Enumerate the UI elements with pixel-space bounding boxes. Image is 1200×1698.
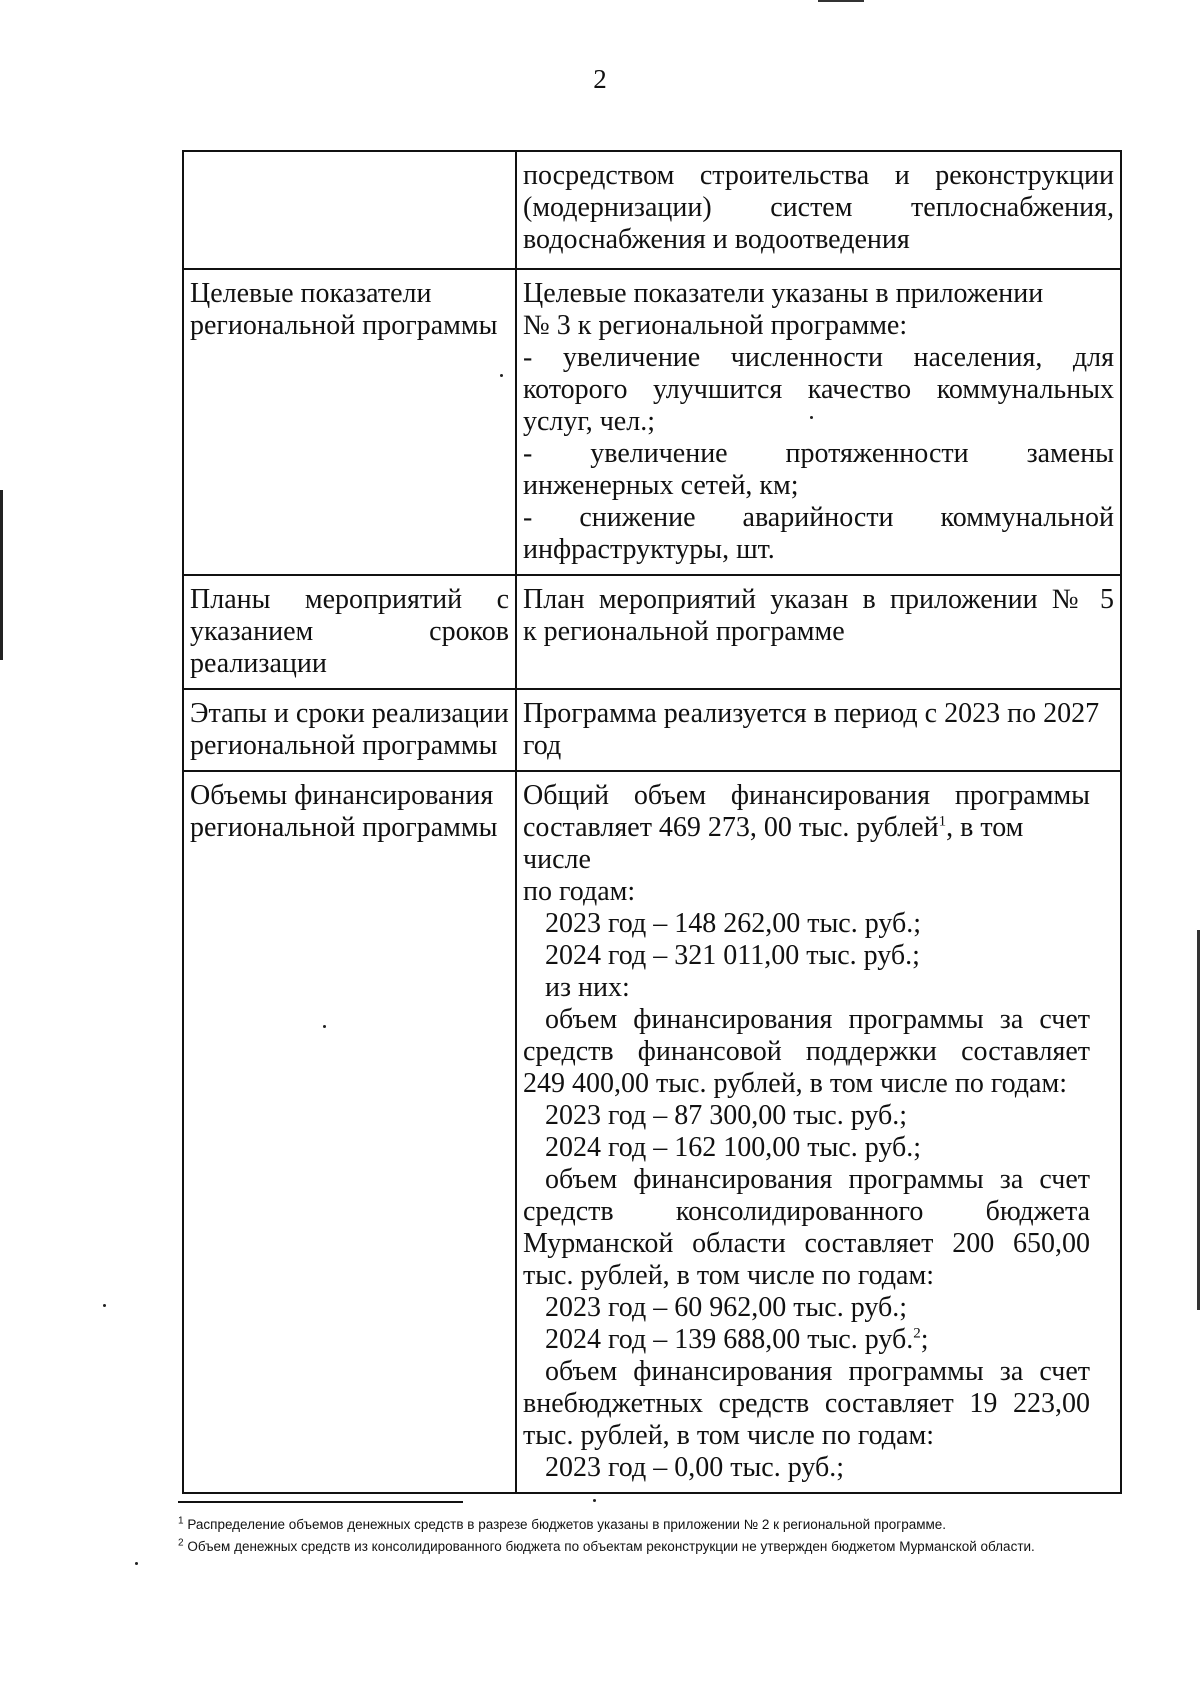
footnote-mark: 2	[178, 1537, 184, 1549]
scan-speck	[103, 1304, 106, 1307]
label-line: региональной программы	[190, 730, 498, 761]
year-amount: 2024 год – 321 011,00 тыс. руб.;	[545, 940, 920, 971]
text-line: внебюджетных средств составляет 19 223,00	[523, 1388, 1090, 1419]
label-line: реализации	[190, 648, 327, 679]
footnote	[178, 1538, 1078, 1556]
text-line: (модернизации) систем теплоснабжения,	[523, 192, 1114, 223]
text-line: Программа реализуется в период с 2023 по 2027	[523, 698, 1100, 729]
year-amount: 2023 год – 0,00 тыс. руб.;	[545, 1452, 844, 1483]
text-line: водоснабжения и водоотведения	[523, 224, 910, 255]
table-row	[183, 771, 1121, 1493]
text-line: объем финансирования программы за счет	[545, 1356, 1090, 1387]
scan-top-mark	[818, 0, 864, 2]
text-line: инфраструктуры, шт.	[523, 534, 775, 565]
text-line: по годам:	[523, 876, 636, 907]
footnote-text: Распределение объемов денежных средств в разрезе бюджетов указаны в приложении № 2 к региональной программе.	[187, 1517, 947, 1532]
footnote-mark: 1	[178, 1515, 184, 1527]
year-amount: 2023 год – 87 300,00 тыс. руб.;	[545, 1100, 907, 1131]
scan-speck	[135, 1562, 138, 1565]
total-amount-text-tail: , в том числе	[523, 812, 1024, 875]
page-number: 2	[593, 64, 607, 94]
row-label	[183, 771, 516, 1493]
row-label	[183, 689, 516, 771]
footnote-ref: 2	[913, 1325, 921, 1342]
row-content	[516, 151, 1121, 269]
year-amount	[523, 1324, 1090, 1356]
label-line: Этапы и сроки реализации	[190, 698, 509, 729]
row-content	[516, 269, 1121, 575]
text-line: услуг, чел.;	[523, 406, 655, 437]
text-line: тыс. рублей, в том числе по годам:	[523, 1420, 934, 1451]
row-label	[183, 151, 516, 269]
year-amount: 2024 год – 162 100,00 тыс. руб.;	[545, 1132, 921, 1163]
label-line: региональной программы	[190, 812, 498, 843]
text-line: План мероприятий указан в приложении № 5	[523, 584, 1114, 615]
row-content	[516, 575, 1121, 689]
footnote-text: Объем денежных средств из консолидированного бюджета по объектам реконструкции не утвержден бюджетом Мурманской области.	[187, 1539, 1035, 1554]
text-line: № 3 к региональной программе:	[523, 310, 908, 341]
text-line: посредством строительства и реконструкции	[523, 160, 1114, 191]
label-line: Планы мероприятий с	[190, 584, 509, 615]
table-row	[183, 689, 1121, 771]
row-content	[516, 689, 1121, 771]
table-row	[183, 269, 1121, 575]
label-line: региональной программы	[190, 310, 498, 341]
footnote-separator	[178, 1501, 463, 1503]
text-line: объем финансирования программы за счет	[545, 1164, 1090, 1195]
text-line: - снижение аварийности коммунальной	[523, 502, 1114, 533]
row-label	[183, 269, 516, 575]
text-line: тыс. рублей, в том числе по годам:	[523, 1260, 934, 1291]
year-amount: 2023 год – 60 962,00 тыс. руб.;	[545, 1292, 907, 1323]
year-amount-text: 2024 год – 139 688,00 тыс. руб.	[545, 1324, 914, 1355]
text-line: Мурманской области составляет 200 650,00	[523, 1228, 1090, 1259]
label-line: указанием сроков	[190, 616, 509, 647]
total-amount-text: составляет 469 273, 00 тыс. рублей	[523, 812, 939, 843]
text-line: объем финансирования программы за счет	[545, 1004, 1090, 1035]
scan-speck	[593, 1499, 596, 1502]
text-line: инженерных сетей, км;	[523, 470, 799, 501]
footnote	[178, 1516, 1078, 1534]
text-line	[523, 812, 1090, 876]
text-line: год	[523, 730, 562, 761]
row-label	[183, 575, 516, 689]
text-line: Целевые показатели указаны в приложении	[523, 278, 1044, 309]
table-row	[183, 151, 1121, 269]
text-line: которого улучшится качество коммунальных	[523, 374, 1114, 405]
text-line: 249 400,00 тыс. рублей, в том числе по годам:	[523, 1068, 1067, 1099]
footnote-ref: 1	[938, 813, 947, 830]
footnotes	[178, 1516, 1078, 1560]
text-line: к региональной программе	[523, 616, 845, 647]
text-line: из них:	[545, 972, 630, 1003]
program-passport-table	[182, 150, 1122, 1494]
scan-edge-mark-left	[0, 490, 3, 660]
label-line: Целевые показатели	[190, 278, 432, 309]
table-row	[183, 575, 1121, 689]
text-line: - увеличение протяженности замены	[523, 438, 1114, 469]
text-line: Общий объем финансирования программы	[523, 780, 1090, 811]
year-amount-tail: ;	[920, 1324, 929, 1355]
text-line: средств финансовой поддержки составляет	[523, 1036, 1090, 1067]
row-content	[516, 771, 1121, 1493]
year-amount: 2023 год – 148 262,00 тыс. руб.;	[545, 908, 921, 939]
text-line: - увеличение численности населения, для	[523, 342, 1114, 373]
text-line: средств консолидированного бюджета	[523, 1196, 1090, 1227]
label-line: Объемы финансирования	[190, 780, 494, 811]
